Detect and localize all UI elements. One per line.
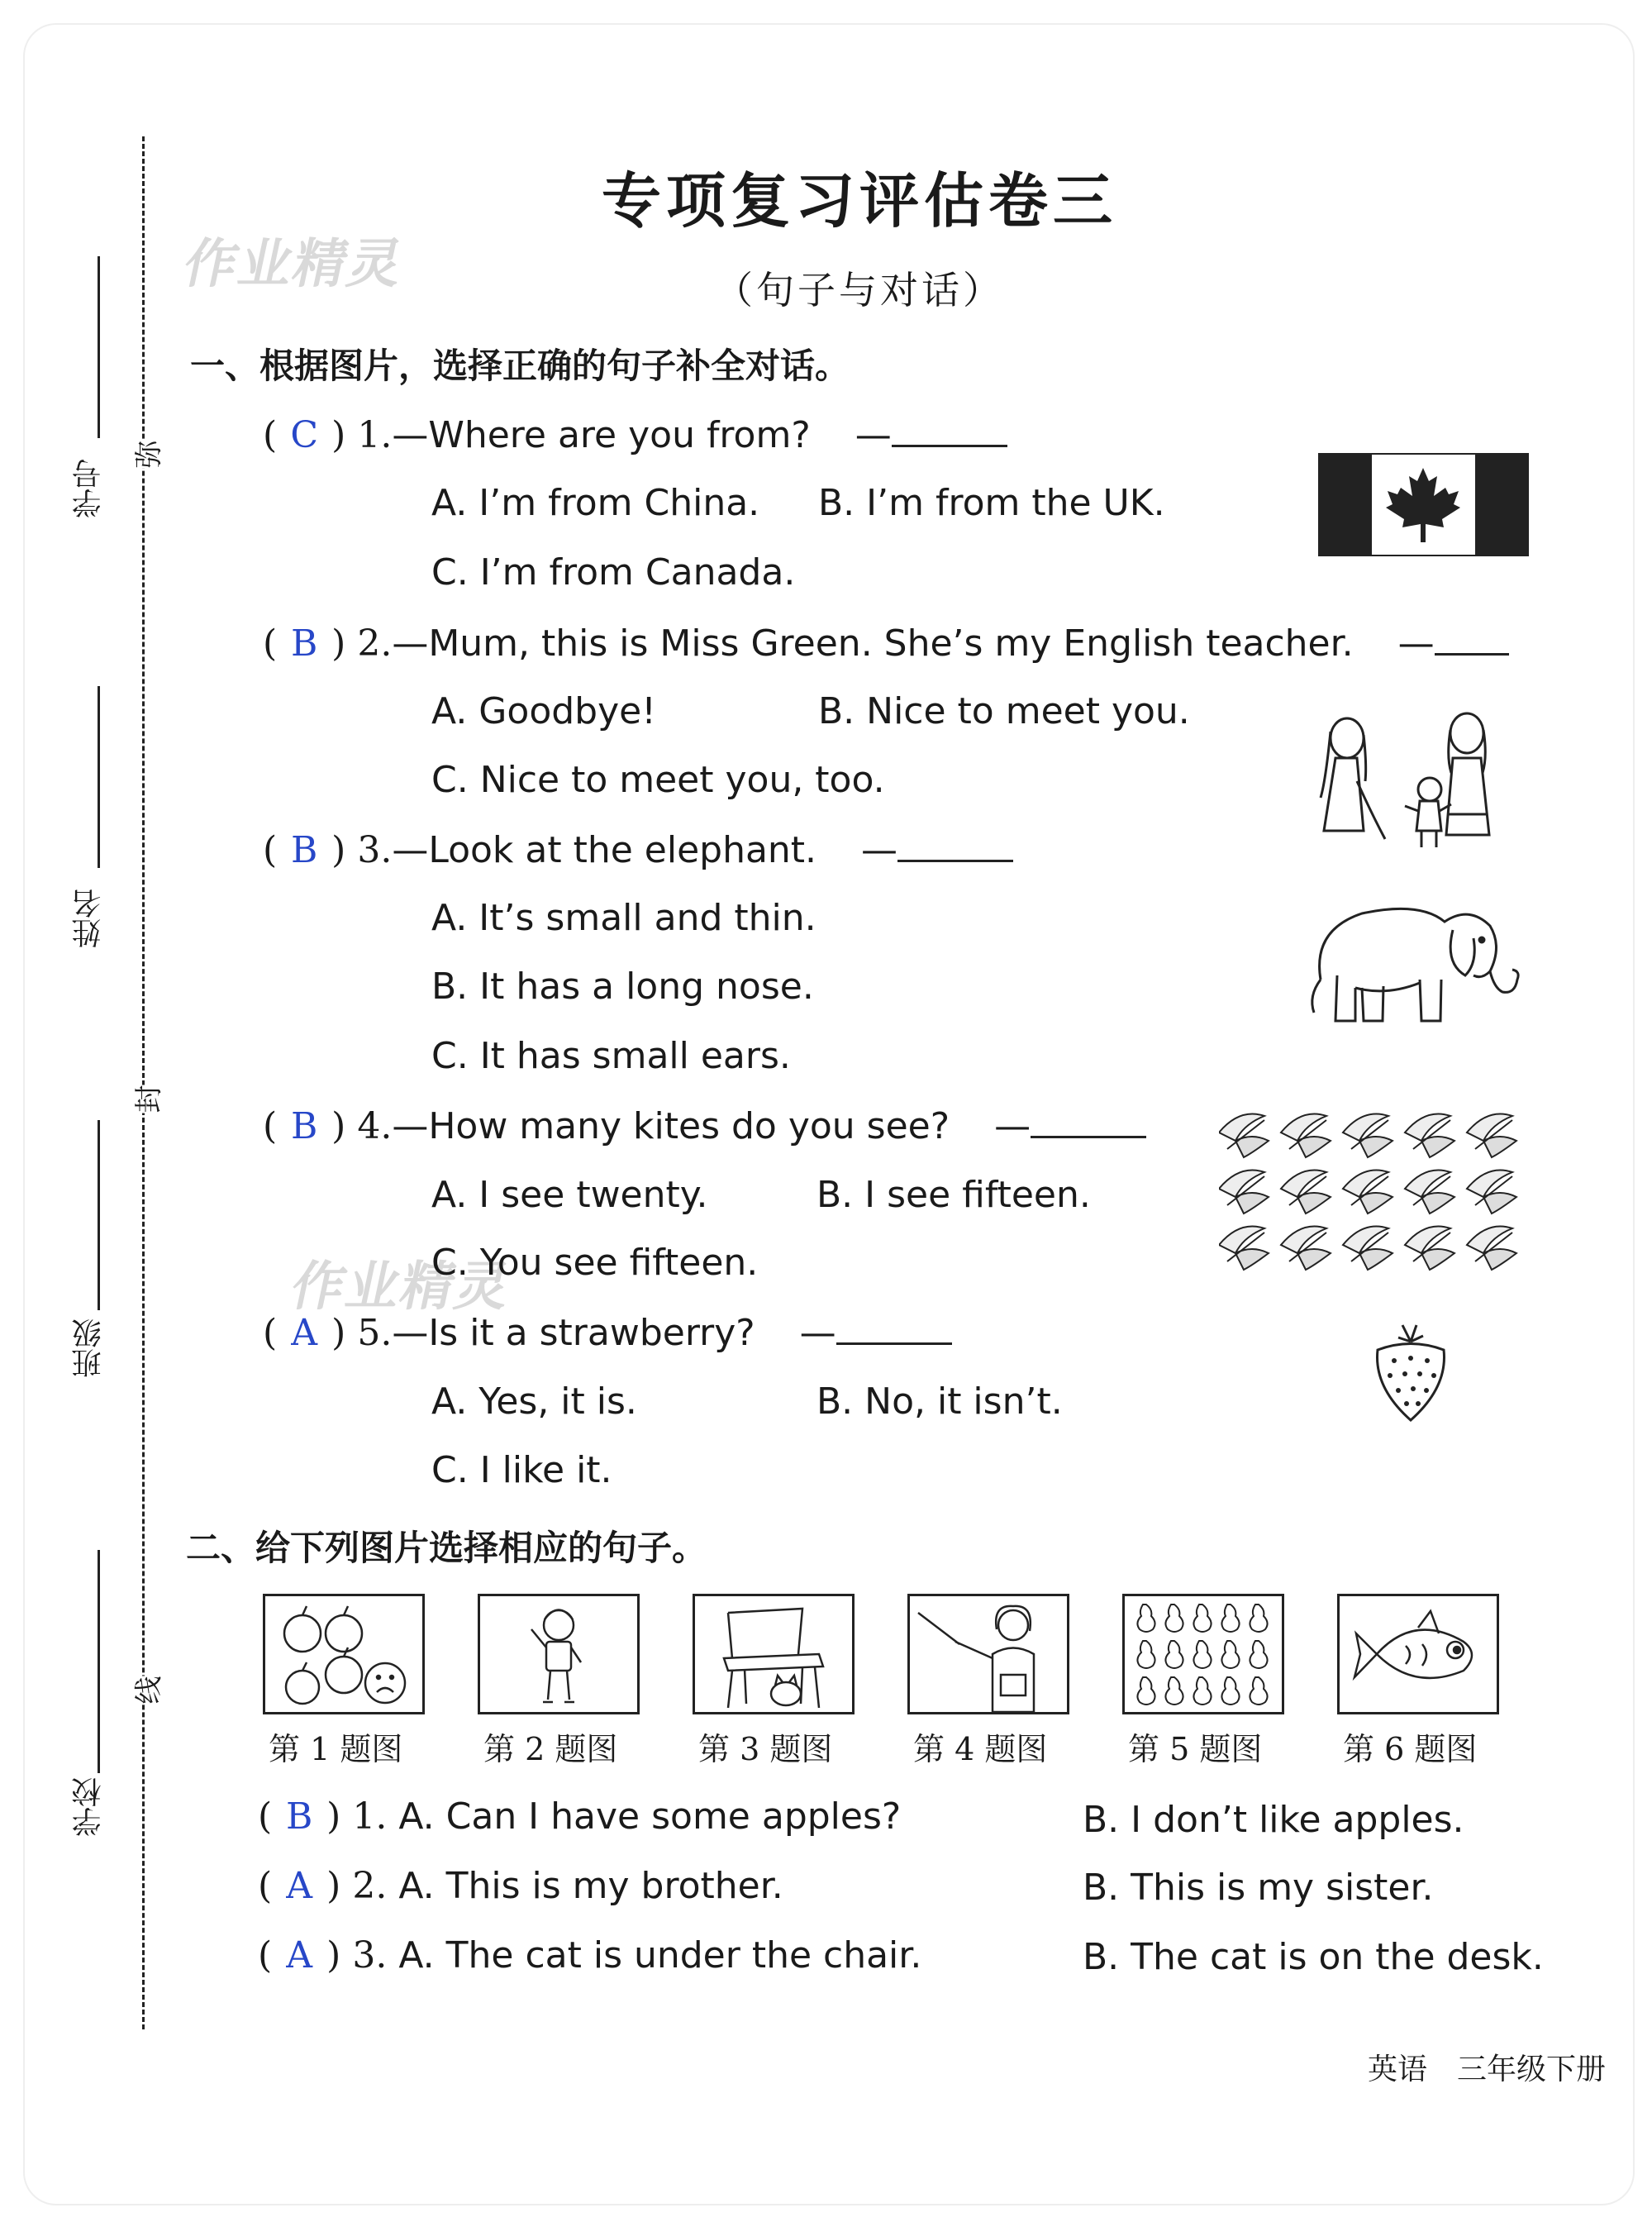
elephant-image xyxy=(1304,897,1526,1037)
class-label: 班级 xyxy=(72,1318,106,1378)
class-line xyxy=(98,1120,100,1310)
watermark-middle: 作业精灵 xyxy=(285,1256,517,1318)
option-a: A. I’m from China. xyxy=(431,482,760,524)
caption-4: 第 4 题图 xyxy=(913,1731,1048,1767)
option-b: B. I don’t like apples. xyxy=(1083,1799,1464,1841)
part2-heading: 二、给下列图片选择相应的句子。 xyxy=(186,1528,707,1568)
kites-image xyxy=(1219,1108,1529,1273)
part2-question-2: ( A ) 2. A. This is my brother. xyxy=(258,1865,783,1907)
picture-2-boy xyxy=(478,1594,640,1714)
answer-mark: B xyxy=(286,1795,313,1838)
page-footer xyxy=(1368,2046,1635,2088)
answer-mark: B xyxy=(291,1105,318,1147)
strawberry-image xyxy=(1365,1321,1456,1424)
picture-4-teacher xyxy=(907,1594,1069,1714)
binding-dashed-line xyxy=(142,136,145,2029)
option-b: B. Nice to meet you. xyxy=(818,690,1190,732)
answer-mark: B xyxy=(291,829,318,871)
caption-1: 第 1 题图 xyxy=(269,1731,403,1767)
name-line xyxy=(98,686,100,868)
option-b: B. I’m from the UK. xyxy=(818,482,1165,524)
option-c: C. You see fifteen. xyxy=(431,1242,759,1284)
option-a: A. Yes, it is. xyxy=(431,1380,637,1423)
option-c: C. I like it. xyxy=(431,1449,612,1491)
page-title: 专项复习评估卷三 xyxy=(601,165,1117,236)
canada-flag-image xyxy=(1318,453,1529,556)
school-line xyxy=(98,1550,100,1773)
option-a: A. I see twenty. xyxy=(431,1174,708,1216)
part1-question-5: ( A ) 5.—Is it a strawberry? — xyxy=(263,1311,952,1354)
answer-blank xyxy=(897,828,1013,862)
caption-5: 第 5 题图 xyxy=(1128,1731,1263,1767)
option-b: B. This is my sister. xyxy=(1083,1867,1434,1909)
part1-heading: 一、根据图片，选择正确的句子补全对话。 xyxy=(190,346,850,386)
option-b: B. It has a long nose. xyxy=(431,966,814,1008)
part2-question-3: ( A ) 3. A. The cat is under the chair. xyxy=(258,1934,922,1976)
mother-teacher-child-image xyxy=(1306,707,1521,851)
picture-6-fish xyxy=(1337,1594,1499,1714)
watermark-top: 作业精灵 xyxy=(178,234,410,295)
answer-mark: A xyxy=(291,1312,318,1354)
name-label: 姓名 xyxy=(72,889,106,948)
footer-grade: 三年级下册 xyxy=(1457,2053,1607,2086)
footer-subject: 英语 xyxy=(1368,2053,1428,2086)
option-b: B. The cat is on the desk. xyxy=(1083,1936,1544,1978)
answer-blank xyxy=(836,1311,952,1345)
answer-blank xyxy=(1435,622,1509,656)
option-b: B. No, it isn’t. xyxy=(816,1380,1063,1423)
answer-blank xyxy=(1031,1104,1146,1138)
caption-6: 第 6 题图 xyxy=(1343,1731,1478,1767)
part1-question-3: ( B ) 3.—Look at the elephant. — xyxy=(263,828,1013,871)
answer-blank xyxy=(892,413,1007,447)
answer-mark: A xyxy=(286,1934,313,1976)
student-id-label: 学号 xyxy=(72,459,106,518)
page-subtitle: （句子与对话） xyxy=(715,268,1004,312)
picture-5-pears xyxy=(1122,1594,1284,1714)
option-a: A. It’s small and thin. xyxy=(431,897,816,939)
picture-3-chair-cat xyxy=(693,1594,855,1714)
picture-1-apples xyxy=(263,1594,425,1714)
answer-mark: A xyxy=(286,1865,313,1907)
answer-mark: B xyxy=(291,622,318,665)
seal-char-3: 线 xyxy=(126,1676,167,1705)
part1-question-4: ( B ) 4.—How many kites do you see? — xyxy=(263,1104,1146,1147)
part2-question-1: ( B ) 1. A. Can I have some apples? xyxy=(258,1795,902,1838)
seal-char-2: 封 xyxy=(126,1085,167,1113)
option-b: B. I see fifteen. xyxy=(816,1174,1091,1216)
caption-3: 第 3 题图 xyxy=(698,1731,833,1767)
part1-question-2: ( B ) 2.—Mum, this is Miss Green. She’s my English teacher. — xyxy=(263,622,1509,665)
option-c: C. I’m from Canada. xyxy=(431,551,796,594)
option-a: A. Goodbye! xyxy=(431,690,656,732)
answer-mark: C xyxy=(290,414,318,456)
option-c: C. Nice to meet you, too. xyxy=(431,759,885,801)
option-c: C. It has small ears. xyxy=(431,1035,791,1077)
caption-2: 第 2 题图 xyxy=(483,1731,618,1767)
school-label: 学校 xyxy=(72,1777,106,1837)
part1-question-1: ( C ) 1.—Where are you from? — xyxy=(263,413,1007,456)
seal-char-1: 弥 xyxy=(126,441,167,469)
